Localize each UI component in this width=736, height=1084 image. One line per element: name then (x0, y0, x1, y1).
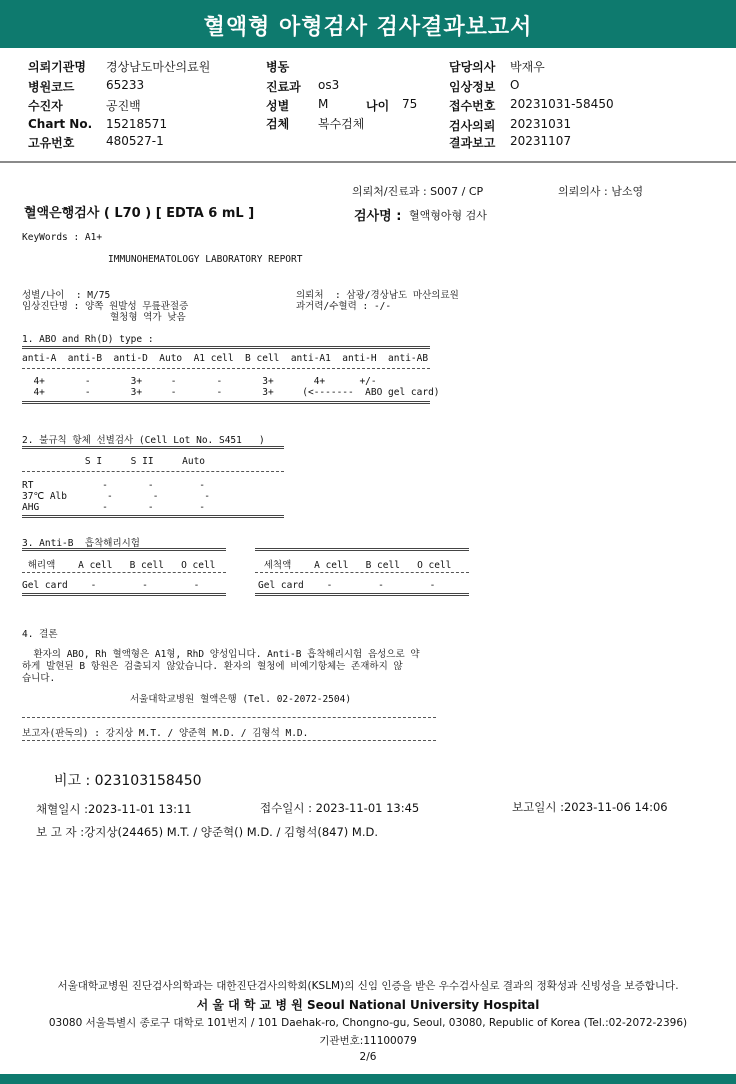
certification-text: 서울대학교병원 진단검사의학과는 대한진단검사의학회(KSLM)의 신임 인증을 받은 우수검사실로 결과의 정확성과 신빙성을 보증합니다. (57, 980, 679, 992)
info-divider (0, 161, 736, 163)
receipt-datetime: 접수일시 : 2023-11-01 13:45 (260, 801, 420, 815)
label-request-date: 검사의뢰 (449, 119, 496, 133)
section3-left-header: 해리액 A cell B cell O cell (22, 560, 216, 571)
conclusion-line-1: 환자의 ABO, Rh 혈액형은 A1형, RhD 양성입니다. Anti-B 흡착해리시험 음성으로 약 (22, 649, 420, 660)
value-unique-no: 480527-1 (106, 134, 164, 148)
hospital-name-ko: 서 울 대 학 교 병 원 (196, 998, 303, 1012)
value-report-date: 20231107 (510, 134, 572, 148)
keywords: KeyWords : A1+ (22, 232, 103, 243)
label-institution: 의뢰기관명 (28, 60, 86, 74)
institution-number: 기관번호:11100079 (319, 1035, 417, 1047)
section3-right-rule-mid (255, 572, 469, 573)
page-number: 2/6 (359, 1051, 377, 1063)
section2-title: 2. 불규칙 항체 선별검사 (Cell Lot No. S451 ) (22, 435, 265, 446)
label-chart-no: Chart No. (28, 117, 93, 131)
section1-title: 1. ABO and Rh(D) type : (22, 334, 154, 345)
value-chart-no: 15218571 (106, 117, 168, 131)
hospital-name-en: Seoul National University Hospital (307, 998, 540, 1012)
referral-dept: 의뢰처/진료과 : S007 / CP (352, 185, 484, 198)
value-clinical-info: O (510, 78, 520, 92)
section2-row-rt: RT - - - (22, 480, 206, 491)
section2-header: S I S II Auto (22, 456, 206, 467)
sex-age: 성별/나이 : M/75 (22, 290, 111, 301)
label-unique-no: 고유번호 (28, 136, 75, 150)
value-age: 75 (402, 97, 418, 111)
reporter-rule-top (22, 717, 436, 718)
section1-rule-bottom (22, 401, 430, 404)
section4-title: 4. 결론 (22, 629, 58, 640)
transfusion-history: 과거력/수혈력 : -/- (296, 301, 392, 312)
label-patient: 수진자 (28, 99, 63, 113)
section2-rule-top (22, 446, 284, 449)
section3-right-rule-bottom (255, 593, 469, 596)
referral-org: 의뢰처 : 삼광/경상남도 마산의료원 (296, 290, 459, 301)
bank-test-title: 혈액은행검사 ( L70 ) [ EDTA 6 mL ] (24, 206, 255, 221)
label-sex: 성별 (266, 99, 290, 113)
clinical-diagnosis-2: 혈청형 역가 낮음 (110, 312, 186, 323)
conclusion-line-2: 하게 발현된 B 항원은 검출되지 않았습니다. 환자의 혈청에 비예기항체는 존재하지 않 (22, 661, 403, 672)
lab-report-title: IMMUNOHEMATOLOGY LABORATORY REPORT (108, 254, 303, 265)
section2-rule-bottom (22, 515, 284, 518)
value-patient: 공진백 (106, 99, 141, 113)
label-ward: 병동 (266, 60, 290, 74)
section2-row-ahg: AHG - - - (22, 502, 206, 513)
label-department: 진료과 (266, 80, 301, 94)
label-hospital-code: 병원코드 (28, 80, 75, 94)
section3-right-row: Gel card - - - (258, 580, 436, 591)
section3-left-rule-mid (22, 572, 226, 573)
value-request-date: 20231031 (510, 117, 572, 131)
value-hospital-code: 65233 (106, 78, 145, 92)
reporter-summary: 보 고 자 :강지상(24465) M.T. / 양준혁() M.D. / 김형석(847) M.D. (36, 825, 379, 839)
section1-header: anti-A anti-B anti-D Auto A1 cell B cell anti-A1 anti-H anti-AB (22, 353, 429, 364)
section3-right-rule-top (255, 548, 469, 551)
hospital-name (0, 996, 736, 1013)
report-header-bar (0, 0, 736, 48)
section2-rule-mid (22, 471, 284, 472)
label-doctor: 담당의사 (449, 60, 496, 74)
section1-rule-top (22, 346, 430, 349)
value-doctor: 박재우 (510, 60, 545, 74)
section3-title: 3. Anti-B 흡착해리시험 (22, 538, 140, 549)
section1-row-2: 4+ - 3+ - - 3+ (<------- ABO gel card) (22, 387, 440, 398)
value-receipt-no: 20231031-58450 (510, 97, 614, 111)
conclusion-line-3: 습니다. (22, 673, 56, 684)
remarks-bigo: 비고 : 023103158450 (54, 773, 202, 789)
hospital-address: 03080 서울특별시 종로구 대학로 101번지 / 101 Daehak-ro, Chongno-gu, Seoul, 03080, Republic of Korea (Tel.:02-2072-2396) (48, 1017, 688, 1029)
section3-left-rule-top (22, 548, 226, 551)
label-report-date: 결과보고 (449, 136, 496, 150)
section2-row-alb: 37℃ Alb - - - (22, 491, 210, 502)
section1-row-1: 4+ - 3+ - - 3+ 4+ +/- (22, 376, 377, 387)
section3-left-row: Gel card - - - (22, 580, 200, 591)
value-specimen: 복수검체 (318, 117, 365, 131)
test-name-label: 검사명 : (354, 209, 402, 224)
label-receipt-no: 접수번호 (449, 99, 496, 113)
clinical-diagnosis: 임상진단명 : 양쪽 원발성 무릎관절증 (22, 301, 189, 312)
value-sex: M (318, 97, 329, 111)
test-name-value: 혈액형아형 검사 (409, 209, 487, 222)
value-department: os3 (318, 78, 340, 92)
blood-bank-contact: 서울대학교병원 혈액은행 (Tel. 02-2072-2504) (130, 694, 352, 705)
label-specimen: 검체 (266, 117, 290, 131)
report-datetime: 보고일시 :2023-11-06 14:06 (512, 800, 668, 814)
value-institution: 경상남도마산의료원 (106, 60, 211, 74)
section3-left-rule-bottom (22, 593, 226, 596)
label-age: 나이 (366, 99, 390, 113)
report-title: 혈액형 아형검사 검사결과보고서 (203, 15, 533, 40)
reporter-rule-bottom (22, 740, 436, 741)
section1-rule-mid (22, 368, 430, 369)
section3-right-header: 세척액 A cell B cell O cell (258, 560, 452, 571)
label-clinical-info: 임상정보 (449, 80, 496, 94)
reporter-line: 보고자(판독의) : 강지상 M.T. / 양준혁 M.D. / 김형석 M.D. (22, 728, 309, 739)
referral-doctor: 의뢰의사 : 남소영 (558, 185, 644, 198)
collection-datetime: 채혈일시 :2023-11-01 13:11 (36, 802, 192, 816)
footer-bar (0, 1074, 736, 1084)
